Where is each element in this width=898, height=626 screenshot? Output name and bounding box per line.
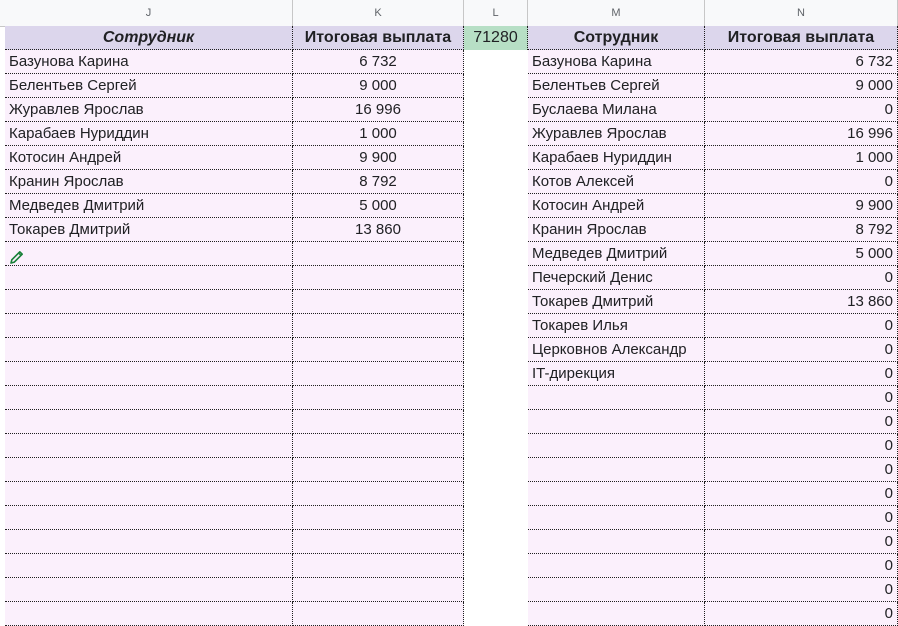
left-employee-cell[interactable] bbox=[5, 290, 293, 314]
right-employee-cell[interactable] bbox=[528, 410, 705, 434]
right-employee-cell[interactable] bbox=[528, 458, 705, 482]
right-payout-cell[interactable]: 13 860 bbox=[705, 290, 898, 314]
left-payout-cell[interactable]: 5 000 bbox=[293, 194, 464, 218]
left-employee-cell[interactable] bbox=[5, 458, 293, 482]
left-payout-cell[interactable] bbox=[293, 410, 464, 434]
empty-cell[interactable] bbox=[464, 290, 528, 314]
left-employee-cell[interactable] bbox=[5, 386, 293, 410]
right-payout-cell[interactable]: 0 bbox=[705, 266, 898, 290]
right-employee-cell[interactable] bbox=[528, 578, 705, 602]
left-employee-cell[interactable] bbox=[5, 314, 293, 338]
left-payout-cell[interactable]: 13 860 bbox=[293, 218, 464, 242]
empty-cell[interactable] bbox=[464, 410, 528, 434]
column-header-j[interactable]: J bbox=[5, 0, 293, 26]
right-employee-cell[interactable] bbox=[528, 602, 705, 626]
left-employee-cell[interactable]: Котосин Андрей bbox=[5, 146, 293, 170]
right-employee-cell[interactable] bbox=[528, 434, 705, 458]
right-payout-cell[interactable]: 16 996 bbox=[705, 122, 898, 146]
right-payout-cell[interactable]: 0 bbox=[705, 410, 898, 434]
left-employee-cell[interactable] bbox=[5, 338, 293, 362]
left-payout-cell[interactable]: 9 900 bbox=[293, 146, 464, 170]
empty-cell[interactable] bbox=[464, 362, 528, 386]
left-payout-cell[interactable]: 1 000 bbox=[293, 122, 464, 146]
left-employee-cell[interactable] bbox=[5, 554, 293, 578]
empty-cell[interactable] bbox=[464, 482, 528, 506]
right-payout-cell[interactable]: 0 bbox=[705, 338, 898, 362]
empty-cell[interactable] bbox=[464, 554, 528, 578]
column-header-l[interactable]: L bbox=[464, 0, 528, 26]
right-header-employee[interactable]: Сотрудник bbox=[528, 26, 705, 50]
right-payout-cell[interactable]: 1 000 bbox=[705, 146, 898, 170]
column-j bbox=[5, 26, 293, 626]
column-header-k[interactable]: K bbox=[293, 0, 464, 26]
empty-cell[interactable] bbox=[464, 50, 528, 74]
right-payout-cell[interactable]: 9 000 bbox=[705, 74, 898, 98]
column-header-n[interactable]: N bbox=[705, 0, 898, 26]
right-payout-cell[interactable]: 0 bbox=[705, 482, 898, 506]
right-employee-cell[interactable] bbox=[528, 482, 705, 506]
empty-cell[interactable] bbox=[464, 122, 528, 146]
left-employee-cell[interactable] bbox=[5, 578, 293, 602]
left-payout-cell[interactable] bbox=[293, 434, 464, 458]
left-employee-cell[interactable] bbox=[5, 506, 293, 530]
pencil-icon[interactable] bbox=[8, 248, 26, 266]
empty-cell[interactable] bbox=[464, 74, 528, 98]
right-payout-cell[interactable]: 0 bbox=[705, 314, 898, 338]
empty-cell[interactable] bbox=[464, 194, 528, 218]
column-k bbox=[293, 26, 464, 626]
right-employee-cell[interactable]: Журавлев Ярослав bbox=[528, 122, 705, 146]
total-cell[interactable]: 71280 bbox=[464, 26, 528, 50]
left-payout-cell[interactable]: 8 792 bbox=[293, 170, 464, 194]
right-employee-cell[interactable]: Церковнов Александр bbox=[528, 338, 705, 362]
right-payout-cell[interactable]: 6 732 bbox=[705, 50, 898, 74]
left-payout-cell[interactable]: 9 000 bbox=[293, 74, 464, 98]
left-employee-cell[interactable] bbox=[5, 530, 293, 554]
left-payout-cell[interactable] bbox=[293, 362, 464, 386]
right-employee-cell[interactable] bbox=[528, 386, 705, 410]
left-employee-cell[interactable] bbox=[5, 362, 293, 386]
left-payout-cell[interactable] bbox=[293, 314, 464, 338]
empty-cell[interactable] bbox=[464, 170, 528, 194]
right-payout-cell[interactable]: 9 900 bbox=[705, 194, 898, 218]
empty-cell[interactable] bbox=[464, 578, 528, 602]
empty-cell[interactable] bbox=[464, 146, 528, 170]
right-payout-cell[interactable]: 0 bbox=[705, 530, 898, 554]
left-payout-cell[interactable] bbox=[293, 554, 464, 578]
empty-cell[interactable] bbox=[464, 458, 528, 482]
right-header-payout[interactable]: Итоговая выплата bbox=[705, 26, 898, 50]
empty-cell[interactable] bbox=[464, 98, 528, 122]
left-payout-cell[interactable] bbox=[293, 506, 464, 530]
left-employee-cell[interactable] bbox=[5, 266, 293, 290]
right-payout-cell[interactable]: 0 bbox=[705, 362, 898, 386]
empty-cell[interactable] bbox=[464, 602, 528, 626]
left-employee-cell[interactable] bbox=[5, 434, 293, 458]
left-header-employee[interactable]: Сотрудник bbox=[5, 26, 293, 50]
left-employee-cell[interactable]: Белентьев Сергей bbox=[5, 74, 293, 98]
left-payout-cell[interactable] bbox=[293, 482, 464, 506]
left-payout-cell[interactable] bbox=[293, 338, 464, 362]
left-employee-cell[interactable] bbox=[5, 242, 293, 266]
column-m bbox=[528, 26, 705, 626]
empty-cell[interactable] bbox=[464, 338, 528, 362]
left-employee-cell[interactable] bbox=[5, 410, 293, 434]
right-payout-cell[interactable]: 0 bbox=[705, 602, 898, 626]
column-n bbox=[705, 26, 898, 626]
right-payout-cell[interactable]: 0 bbox=[705, 434, 898, 458]
left-payout-cell[interactable] bbox=[293, 602, 464, 626]
column-header-row bbox=[0, 0, 898, 27]
empty-cell[interactable] bbox=[464, 242, 528, 266]
right-payout-cell[interactable]: 0 bbox=[705, 506, 898, 530]
left-header-payout[interactable]: Итоговая выплата bbox=[293, 26, 464, 50]
right-payout-cell[interactable]: 8 792 bbox=[705, 218, 898, 242]
left-payout-cell[interactable] bbox=[293, 578, 464, 602]
left-payout-cell[interactable]: 6 732 bbox=[293, 50, 464, 74]
left-employee-cell[interactable]: Кранин Ярослав bbox=[5, 170, 293, 194]
left-employee-cell[interactable] bbox=[5, 602, 293, 626]
right-employee-cell[interactable]: Токарев Илья bbox=[528, 314, 705, 338]
right-payout-cell[interactable]: 0 bbox=[705, 386, 898, 410]
right-payout-cell[interactable]: 0 bbox=[705, 98, 898, 122]
left-payout-cell[interactable] bbox=[293, 266, 464, 290]
right-employee-cell[interactable]: IT-дирекция bbox=[528, 362, 705, 386]
left-payout-cell[interactable]: 16 996 bbox=[293, 98, 464, 122]
right-employee-cell[interactable]: Токарев Дмитрий bbox=[528, 290, 705, 314]
right-employee-cell[interactable]: Котосин Андрей bbox=[528, 194, 705, 218]
right-employee-cell[interactable]: Буслаева Милана bbox=[528, 98, 705, 122]
right-payout-cell[interactable]: 0 bbox=[705, 458, 898, 482]
right-employee-cell[interactable]: Кранин Ярослав bbox=[528, 218, 705, 242]
left-employee-cell[interactable] bbox=[5, 482, 293, 506]
right-employee-cell[interactable]: Карабаев Нуриддин bbox=[528, 146, 705, 170]
empty-cell[interactable] bbox=[464, 386, 528, 410]
empty-cell[interactable] bbox=[464, 218, 528, 242]
empty-cell[interactable] bbox=[464, 530, 528, 554]
right-employee-cell[interactable]: Котов Алексей bbox=[528, 170, 705, 194]
column-l bbox=[464, 26, 528, 626]
right-payout-cell[interactable]: 5 000 bbox=[705, 242, 898, 266]
right-employee-cell[interactable]: Печерский Денис bbox=[528, 266, 705, 290]
left-payout-cell[interactable] bbox=[293, 530, 464, 554]
left-payout-cell[interactable] bbox=[293, 458, 464, 482]
left-employee-cell[interactable]: Карабаев Нуриддин bbox=[5, 122, 293, 146]
right-employee-cell[interactable]: Белентьев Сергей bbox=[528, 74, 705, 98]
empty-cell[interactable] bbox=[464, 434, 528, 458]
right-employee-cell[interactable] bbox=[528, 530, 705, 554]
right-employee-cell[interactable] bbox=[528, 506, 705, 530]
left-payout-cell[interactable] bbox=[293, 386, 464, 410]
right-payout-cell[interactable]: 0 bbox=[705, 170, 898, 194]
left-payout-cell[interactable] bbox=[293, 290, 464, 314]
empty-cell[interactable] bbox=[464, 506, 528, 530]
right-employee-cell[interactable]: Базунова Карина bbox=[528, 50, 705, 74]
left-employee-cell[interactable]: Медведев Дмитрий bbox=[5, 194, 293, 218]
left-employee-cell[interactable]: Базунова Карина bbox=[5, 50, 293, 74]
left-payout-cell[interactable] bbox=[293, 242, 464, 266]
right-payout-cell[interactable]: 0 bbox=[705, 578, 898, 602]
right-employee-cell[interactable]: Медведев Дмитрий bbox=[528, 242, 705, 266]
column-header-m[interactable]: M bbox=[528, 0, 705, 26]
left-employee-cell[interactable]: Журавлев Ярослав bbox=[5, 98, 293, 122]
right-payout-cell[interactable]: 0 bbox=[705, 554, 898, 578]
right-employee-cell[interactable] bbox=[528, 554, 705, 578]
empty-cell[interactable] bbox=[464, 266, 528, 290]
empty-cell[interactable] bbox=[464, 314, 528, 338]
left-employee-cell[interactable]: Токарев Дмитрий bbox=[5, 218, 293, 242]
